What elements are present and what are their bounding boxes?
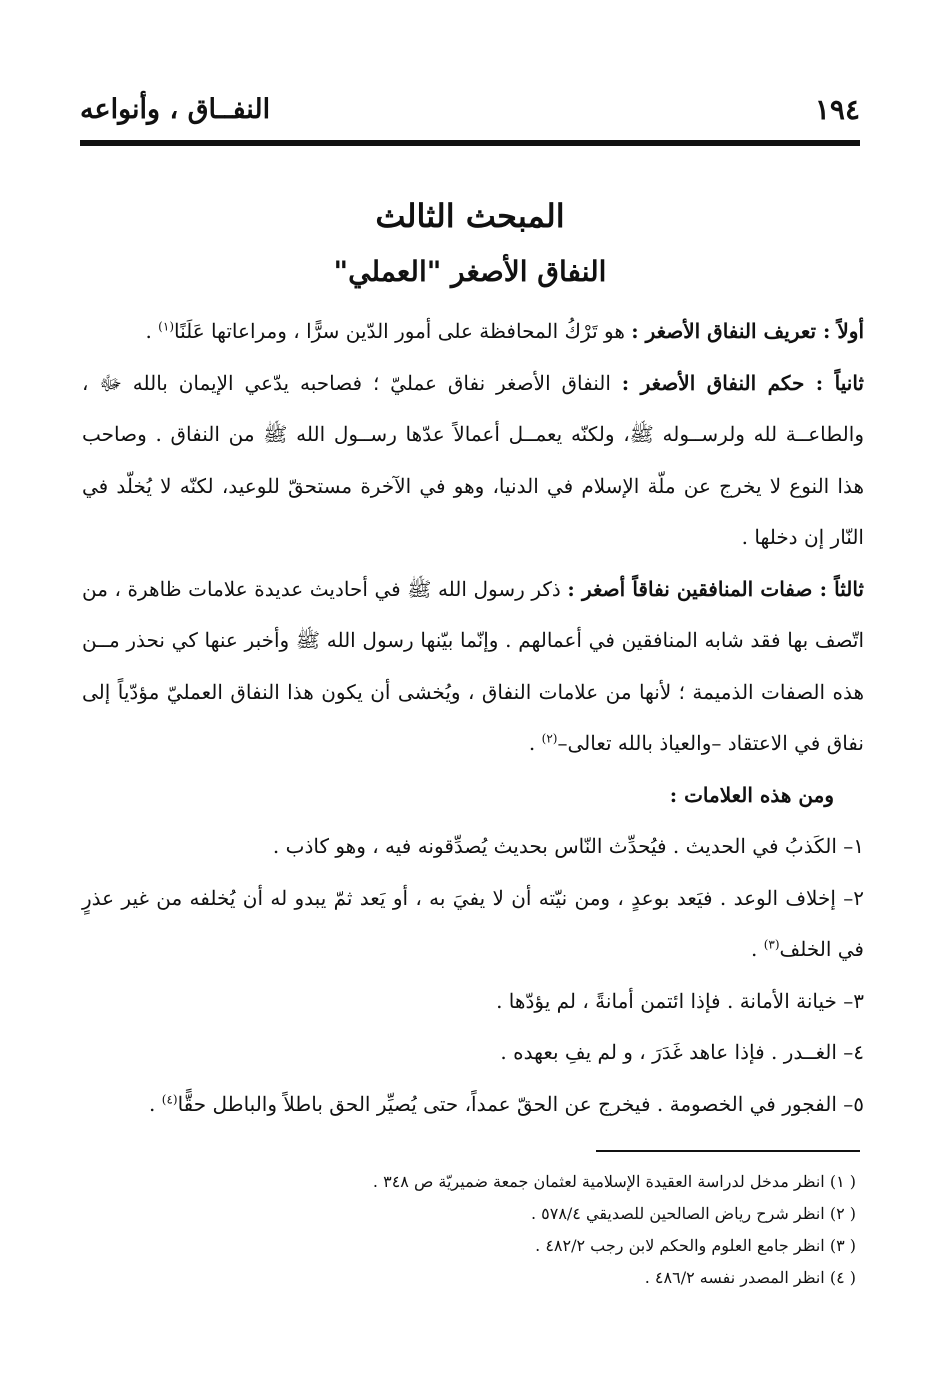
header-rule xyxy=(80,140,860,146)
traits-tail: . xyxy=(528,731,542,755)
list-item-text: خيانة الأمانة . فإذا ائتمن أمانةً ، لم يؤدّها . xyxy=(496,988,844,1013)
footnote: ( ٢) انظر شرح رياض الصالحين للصديقي ٥٧٨/٤ . xyxy=(530,1204,856,1223)
ruling-lead: ثانياً : حكم النفاق الأصغر : xyxy=(621,370,864,395)
signs-list xyxy=(82,821,864,1130)
section-heading: المبحث الثالث xyxy=(375,197,565,235)
list-item xyxy=(82,1027,864,1079)
footnote: ( ٣) انظر جامع العلوم والحكم لابن رجب ٤٨٢/٢ . xyxy=(535,1236,856,1255)
page-number: ١٩٤ xyxy=(814,93,860,126)
section-subheading: النفاق الأصغر "العملي" xyxy=(333,255,607,288)
list-item-tail: . xyxy=(149,1091,162,1116)
list-item-number: ٣– xyxy=(843,988,864,1013)
list-item-number: ٥– xyxy=(843,1091,864,1116)
footnote-ref-4: (٤) xyxy=(161,1091,178,1106)
body-text xyxy=(82,306,864,1130)
list-item xyxy=(82,873,864,976)
list-item-tail: . xyxy=(750,937,764,961)
footnote-ref-2: (٢) xyxy=(541,731,558,746)
definition-paragraph xyxy=(82,306,864,358)
list-item-number: ١– xyxy=(843,834,864,858)
signs-heading: ومن هذه العلامات : xyxy=(669,782,834,807)
footnote-ref-1: (١) xyxy=(158,319,174,334)
running-title: النفــاق ، وأنواعه xyxy=(80,94,271,125)
traits-paragraph xyxy=(82,564,864,770)
list-item-number: ٤– xyxy=(843,1040,864,1064)
list-item xyxy=(82,1079,864,1131)
ruling-text: النفاق الأصغر نفاق عمليّ ؛ فصاحبه يدّعي الإيمان بالله ﷻ ، والطاعــة لله ولرســوله ﷺ، ولكنّه يعمــل أعمالاً عدّها رســول الله ﷺ من النفاق . وصاحب هذا النوع لا يخرج عن ملّة الإسلام في الدنيا، وهو في الآخرة مستحقّ للوعيد، لكنّه لا يُخلّد في النّار إن دخلها . xyxy=(82,370,864,549)
traits-text: ذكر رسول الله ﷺ في أحاديث عديدة علامات ظاهرة ، من اتّصف بها فقد شابه المنافقين في أعمالهم . وإنّما بيّنها رسول الله ﷺ وأخبر عنها كي نحذر مــن هذه الصفات الذميمة ؛ لأنها من علامات النفاق ، ويُخشى أن يكون هذا النفاق العمليّ مؤدّياً إلى نفاق في الاعتقاد –والعياذ بالله تعالى– xyxy=(82,576,864,755)
ruling-paragraph xyxy=(82,358,864,564)
definition-text: هو تَرْكُ المحافظة على أمور الدّين سرًّا ، ومراعاتها عَلَنًا xyxy=(174,319,632,343)
list-item-text: الكَذبُ في الحديث . فيُحدِّث النّاس بحديث يُصدِّقونه فيه ، وهو كاذب . xyxy=(272,834,844,858)
footnote-ref-3: (٣) xyxy=(763,937,780,952)
traits-lead: ثالثاً : صفات المنافقين نفاقاً أصغر : xyxy=(567,576,865,601)
running-header xyxy=(80,88,860,132)
list-item-text: الغــدر . فإذا عاهد غَدَرَ ، و لم يفِ بعهده . xyxy=(500,1040,844,1064)
list-item-text: الفجور في الخصومة . فيخرج عن الحقّ عمداً، حتى يُصيِّر الحق باطلاً والباطل حقًّا xyxy=(177,1091,844,1116)
footnote-rule xyxy=(596,1150,860,1152)
definition-tail: . xyxy=(145,319,159,343)
list-item xyxy=(82,821,864,873)
list-item xyxy=(82,976,864,1028)
footnote: ( ٤) انظر المصدر نفسه ٤٨٦/٢ . xyxy=(644,1268,856,1287)
list-item-text: إخلاف الوعد . فيَعد بوعدٍ ، ومن نيّته أن لا يفيَ به ، أو يَعد ثمّ يبدو له أن يُخلفه من غير عذرٍ في الخلف xyxy=(82,885,864,961)
footnotes xyxy=(156,1166,856,1294)
list-item-number: ٢– xyxy=(843,885,864,910)
footnote: ( ١) انظر مدخل لدراسة العقيدة الإسلامية لعثمان جمعة ضميريّة ص ٣٤٨ . xyxy=(372,1172,856,1191)
definition-lead: أولاً : تعريف النفاق الأصغر : xyxy=(631,319,864,343)
